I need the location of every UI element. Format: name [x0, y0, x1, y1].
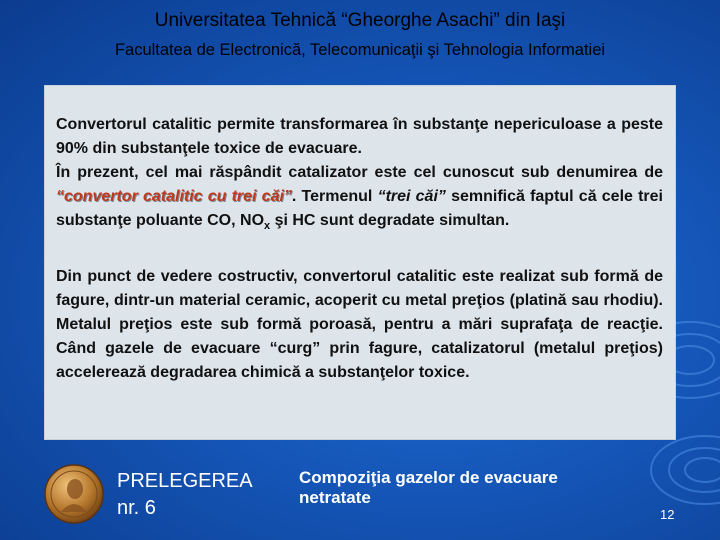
paragraph-intro: [56, 113, 663, 161]
paragraph-three-way-d: şi HC sunt degradate simultan.: [270, 212, 510, 229]
lecture-label-line2: nr. 6: [117, 497, 156, 519]
portrait-medallion-icon: [44, 464, 104, 524]
highlight-term: “convertor catalitic cu trei căi”: [56, 188, 292, 205]
italic-term: “trei căi”: [377, 188, 446, 205]
lecture-label: [117, 468, 253, 522]
lecture-title: Compoziţia gazelor de evacuare netratate: [299, 468, 558, 507]
subscript-x: x: [264, 220, 271, 233]
lecture-label-line1: PRELEGEREA: [117, 470, 253, 492]
paragraph-three-way-c: semnifică faptul că cele trei substanţe poluante CO, NO: [56, 188, 663, 229]
paragraph-construction-text: Din punct de vedere costructiv, convertorul catalitic este realizat sub formă de fagure, dintr-un material ceramic, acoperit cu metal preţios (platină sau rhodiu). Metalul preţios este sub formă poroasă, pentru a mări suprafaţa de reacţie. Când gazele de evacuare “curg” prin fagure, catalizatorul (metalul preţios) accelerează degradarea chimică a substanţelor toxice.: [56, 268, 663, 381]
paragraph-intro-text: Convertorul catalitic permite transformarea în substanţe nepericuloase a peste 90% din substanţele toxice de evacuare.: [56, 116, 663, 157]
paragraph-three-way-a: În prezent, cel mai răspândit catalizator este cel cunoscut sub denumirea de: [56, 164, 663, 181]
paragraph-three-way: [56, 161, 663, 233]
faculty-subtitle: Facultatea de Electronică, Telecomunicaţii şi Tehnologia Informatiei: [114, 41, 606, 59]
university-title: Universitatea Tehnică “Gheorghe Asachi” din Iaşi: [154, 10, 566, 31]
page-number: 12: [660, 507, 675, 522]
paragraph-construction: [56, 265, 663, 385]
paragraph-three-way-b: . Termenul: [291, 188, 378, 205]
